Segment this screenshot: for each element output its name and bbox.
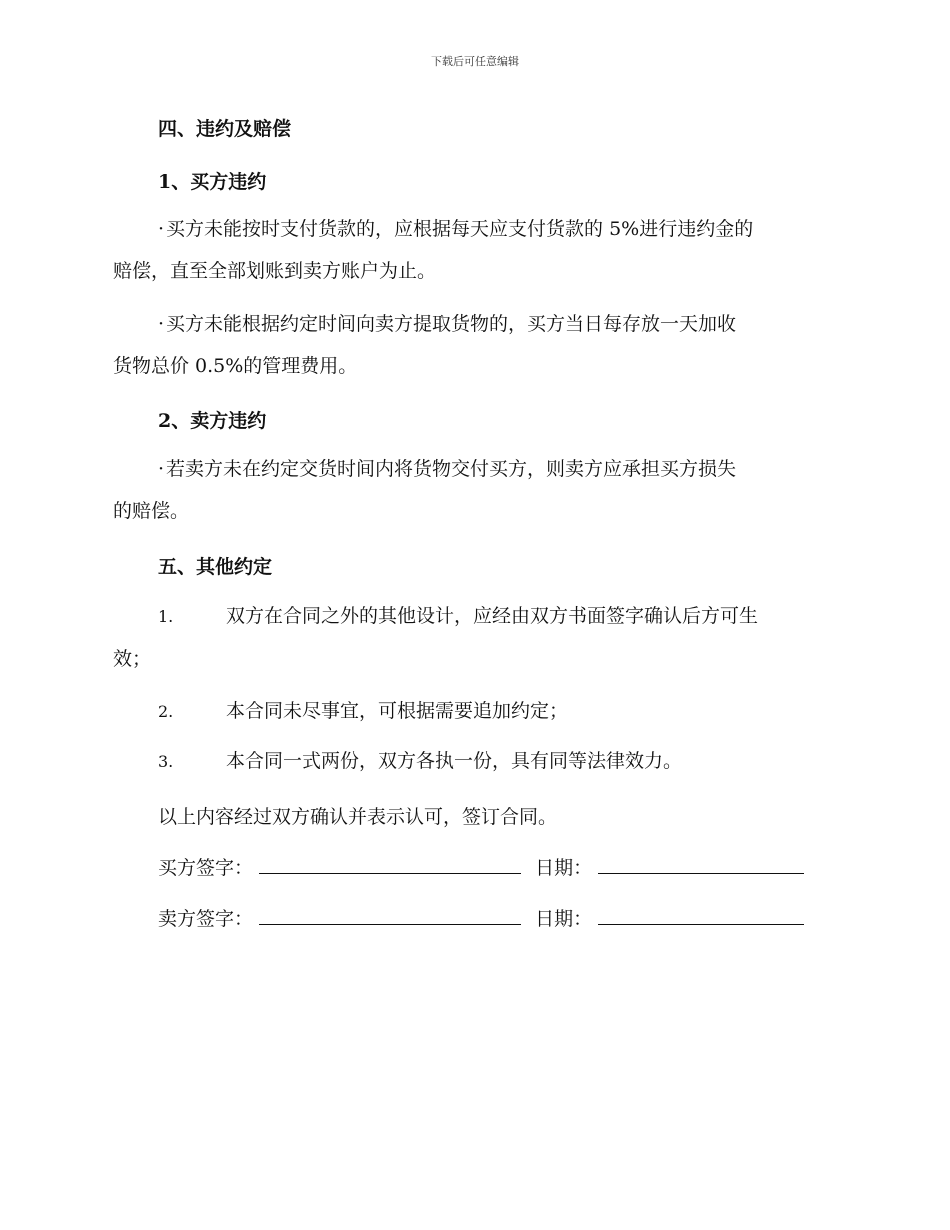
paragraph-late-pickup: · 买方未能根据约定时间向卖方提取货物的，买方当日每存放一天加收 货物总价 0.5%的管理费用。 [113, 313, 737, 377]
bullet-mark: · [158, 313, 165, 335]
seller-date-field[interactable] [598, 906, 804, 925]
list-number: 3. [158, 752, 174, 771]
list-item: 2. 本合同未尽事宜，可根据需要追加约定； [113, 690, 843, 733]
list-item: 1. 双方在合同之外的其他设计，应经由双方书面签字确认后方可生 效； [113, 595, 843, 680]
bullet-mark: · [158, 458, 165, 480]
subsection-buyer-breach: 1、买方违约 [158, 171, 267, 193]
seller-signature-row [158, 904, 804, 931]
paragraph-late-payment: · 买方未能按时支付货款的，应根据每天应支付货款的 5%进行违约金的 赔偿，直至全部划账到卖方账户为止。 [113, 218, 754, 282]
seller-date-label: 日期： [535, 908, 593, 930]
closing-statement: 以上内容经过双方确认并表示认可，签订合同。 [158, 806, 558, 828]
buyer-signature-field[interactable] [259, 855, 521, 874]
subsection-seller-breach: 2、卖方违约 [158, 410, 267, 432]
buyer-signature-row [158, 853, 804, 880]
seller-signature-label: 卖方签字： [158, 908, 254, 930]
seller-signature-field[interactable] [259, 906, 521, 925]
list-number: 1. [158, 607, 174, 626]
bullet-mark: · [158, 218, 165, 240]
list-item: 3. 本合同一式两份，双方各执一份，具有同等法律效力。 [113, 740, 843, 783]
paragraph-late-delivery: · 若卖方未在约定交货时间内将货物交付买方，则卖方应承担买方损失 的赔偿。 [113, 458, 737, 522]
list-number: 2. [158, 702, 174, 721]
section-5-title: 五、其他约定 [158, 556, 273, 578]
buyer-signature-label: 买方签字： [158, 857, 254, 879]
section-4-title: 四、违约及赔偿 [158, 118, 292, 140]
buyer-date-label: 日期： [535, 857, 593, 879]
buyer-date-field[interactable] [598, 855, 804, 874]
page-header: 下载后可任意编辑 [431, 55, 519, 68]
